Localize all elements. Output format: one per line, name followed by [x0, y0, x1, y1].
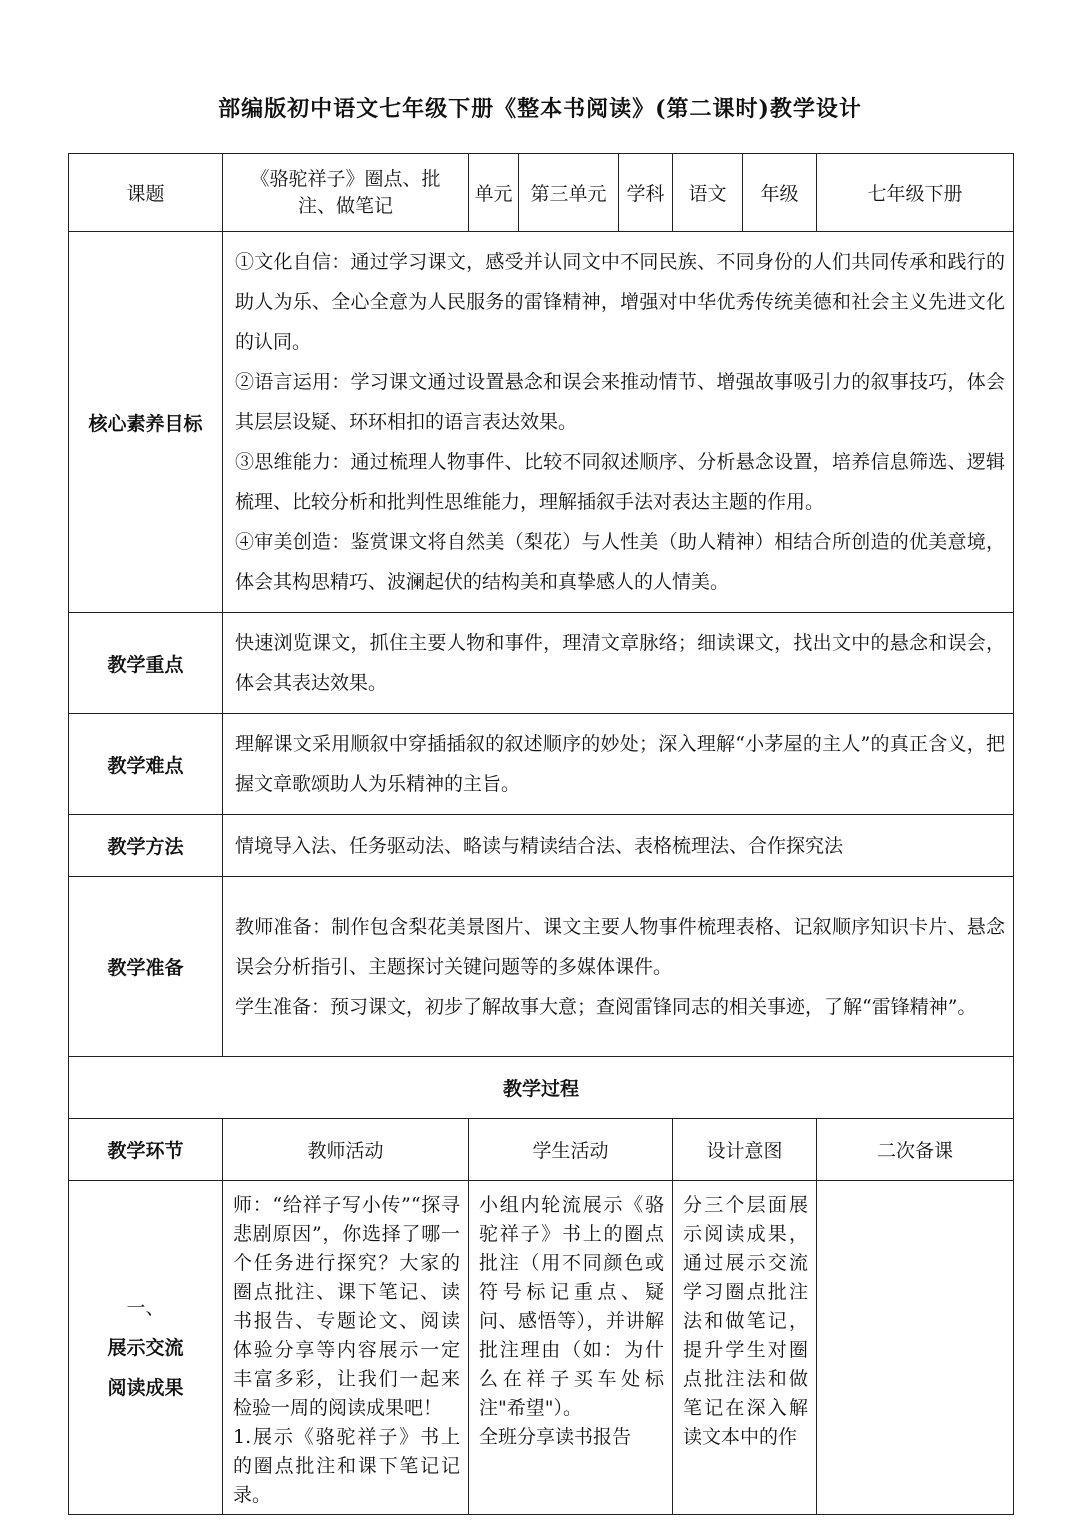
- unit-value: 第三单元: [519, 154, 619, 232]
- process-header-row: [69, 1119, 1014, 1181]
- column-header-teacher: 教师活动: [223, 1119, 469, 1181]
- section-paragraph: 理解课文采用顺叙中穿插插叙的叙述顺序的妙处；深入理解“小茅屋的主人”的真正含义，把握文章歌颂助人为乐精神的主旨。: [235, 733, 1005, 795]
- student-paragraph: 全班分享读书报告: [479, 1426, 632, 1448]
- student-paragraph: 小组内轮流展示《骆驼祥子》书上的圈点批注（用不同颜色或符号标记重点、疑问、感悟等），并讲解批注理由（如：为什么在祥子买车处标注"希望"）。: [479, 1194, 664, 1419]
- process-title: 教学过程: [69, 1057, 1014, 1119]
- step-name-line: 阅读成果: [107, 1376, 184, 1399]
- section-row-methods: [69, 815, 1014, 877]
- column-header-notes: 二次备课: [817, 1119, 1014, 1181]
- goal-paragraph: ④审美创造：鉴赏课文将自然美（梨花）与人性美（助人精神）相结合所创造的优美意境，体会其构思精巧、波澜起伏的结构美和真挚感人的人情美。: [235, 531, 1005, 593]
- lesson-plan-table: [68, 153, 1014, 1515]
- section-row-preparation: [69, 877, 1014, 1057]
- goal-paragraph: ②语言运用：学习课文通过设置悬念和误会来推动情节、增强故事吸引力的叙事技巧，体会其层层设疑、环环相扣的语言表达效果。: [235, 371, 1005, 433]
- section-content: [223, 232, 1014, 613]
- teacher-paragraph: 1.展示《骆驼祥子》书上的圈点批注和课下笔记记录。: [233, 1426, 460, 1506]
- process-title-row: [69, 1057, 1014, 1119]
- topic-label: 课题: [69, 154, 223, 232]
- student-activity: [469, 1181, 673, 1515]
- subject-label: 学科: [619, 154, 673, 232]
- section-paragraph: 教师准备：制作包含梨花美景图片、课文主要人物事件梳理表格、记叙顺序知识卡片、悬念误会分析指引、主题探讨关键问题等的多媒体课件。: [235, 915, 1005, 978]
- subject-value: 语文: [673, 154, 743, 232]
- section-content: [223, 714, 1014, 815]
- section-content: [223, 815, 1014, 877]
- section-row-goals: [69, 232, 1014, 613]
- unit-label: 单元: [469, 154, 519, 232]
- column-header-stage: 教学环节: [69, 1119, 223, 1181]
- section-row-difficulties: [69, 714, 1014, 815]
- grade-label: 年级: [743, 154, 817, 232]
- process-step-row: [69, 1181, 1014, 1515]
- step-name-line: 展示交流: [107, 1336, 184, 1359]
- topic-value: 《骆驼祥子》圈点、批注、做笔记: [223, 154, 469, 232]
- section-content: [223, 877, 1014, 1057]
- step-number: 一、: [126, 1296, 165, 1319]
- column-header-intent: 设计意图: [673, 1119, 817, 1181]
- grade-value: 七年级下册: [817, 154, 1014, 232]
- section-content: [223, 613, 1014, 714]
- intent-paragraph: 分三个层面展示阅读成果，通过展示交流学习圈点批注法和做笔记，提升学生对圈点批注法和做笔记在深入解读文本中的作: [683, 1194, 808, 1448]
- teacher-paragraph: 师：“给祥子写小传”“探寻悲剧原因”，你选择了哪一个任务进行探究？大家的圈点批注、课下笔记、读书报告、专题论文、阅读体验分享等内容展示一定丰富多彩，让我们一起来检验一周的阅读成果吧！: [233, 1194, 460, 1419]
- section-label: 教学准备: [69, 877, 223, 1057]
- goal-paragraph: ③思维能力：通过梳理人物事件、比较不同叙述顺序、分析悬念设置，培养信息筛选、逻辑梳理、比较分析和批判性思维能力，理解插叙手法对表达主题的作用。: [235, 451, 1005, 513]
- second-prep-notes[interactable]: [817, 1181, 1014, 1515]
- section-label: 教学重点: [69, 613, 223, 714]
- section-label: 教学难点: [69, 714, 223, 815]
- section-paragraph: 情境导入法、任务驱动法、略读与精读结合法、表格梳理法、合作探究法: [235, 834, 844, 857]
- teacher-activity: [223, 1181, 469, 1515]
- column-header-student: 学生活动: [469, 1119, 673, 1181]
- step-name: [69, 1181, 223, 1515]
- section-paragraph: 学生准备：预习课文，初步了解故事大意；查阅雷锋同志的相关事迹，了解“雷锋精神”。: [235, 995, 977, 1018]
- design-intent: [673, 1181, 817, 1515]
- section-row-key-points: [69, 613, 1014, 714]
- document-title: 部编版初中语文七年级下册《整本书阅读》(第二课时)教学设计: [218, 96, 862, 122]
- section-label: 核心素养目标: [69, 232, 223, 613]
- goal-paragraph: ①文化自信：通过学习课文，感受并认同文中不同民族、不同身份的人们共同传承和践行的助人为乐、全心全意为人民服务的雷锋精神，增强对中华优秀传统美德和社会主义先进文化的认同。: [235, 251, 1005, 353]
- header-row: [69, 154, 1014, 232]
- section-label: 教学方法: [69, 815, 223, 877]
- section-paragraph: 快速浏览课文，抓住主要人物和事件，理清文章脉络；细读课文，找出文中的悬念和误会，体会其表达效果。: [235, 632, 1005, 694]
